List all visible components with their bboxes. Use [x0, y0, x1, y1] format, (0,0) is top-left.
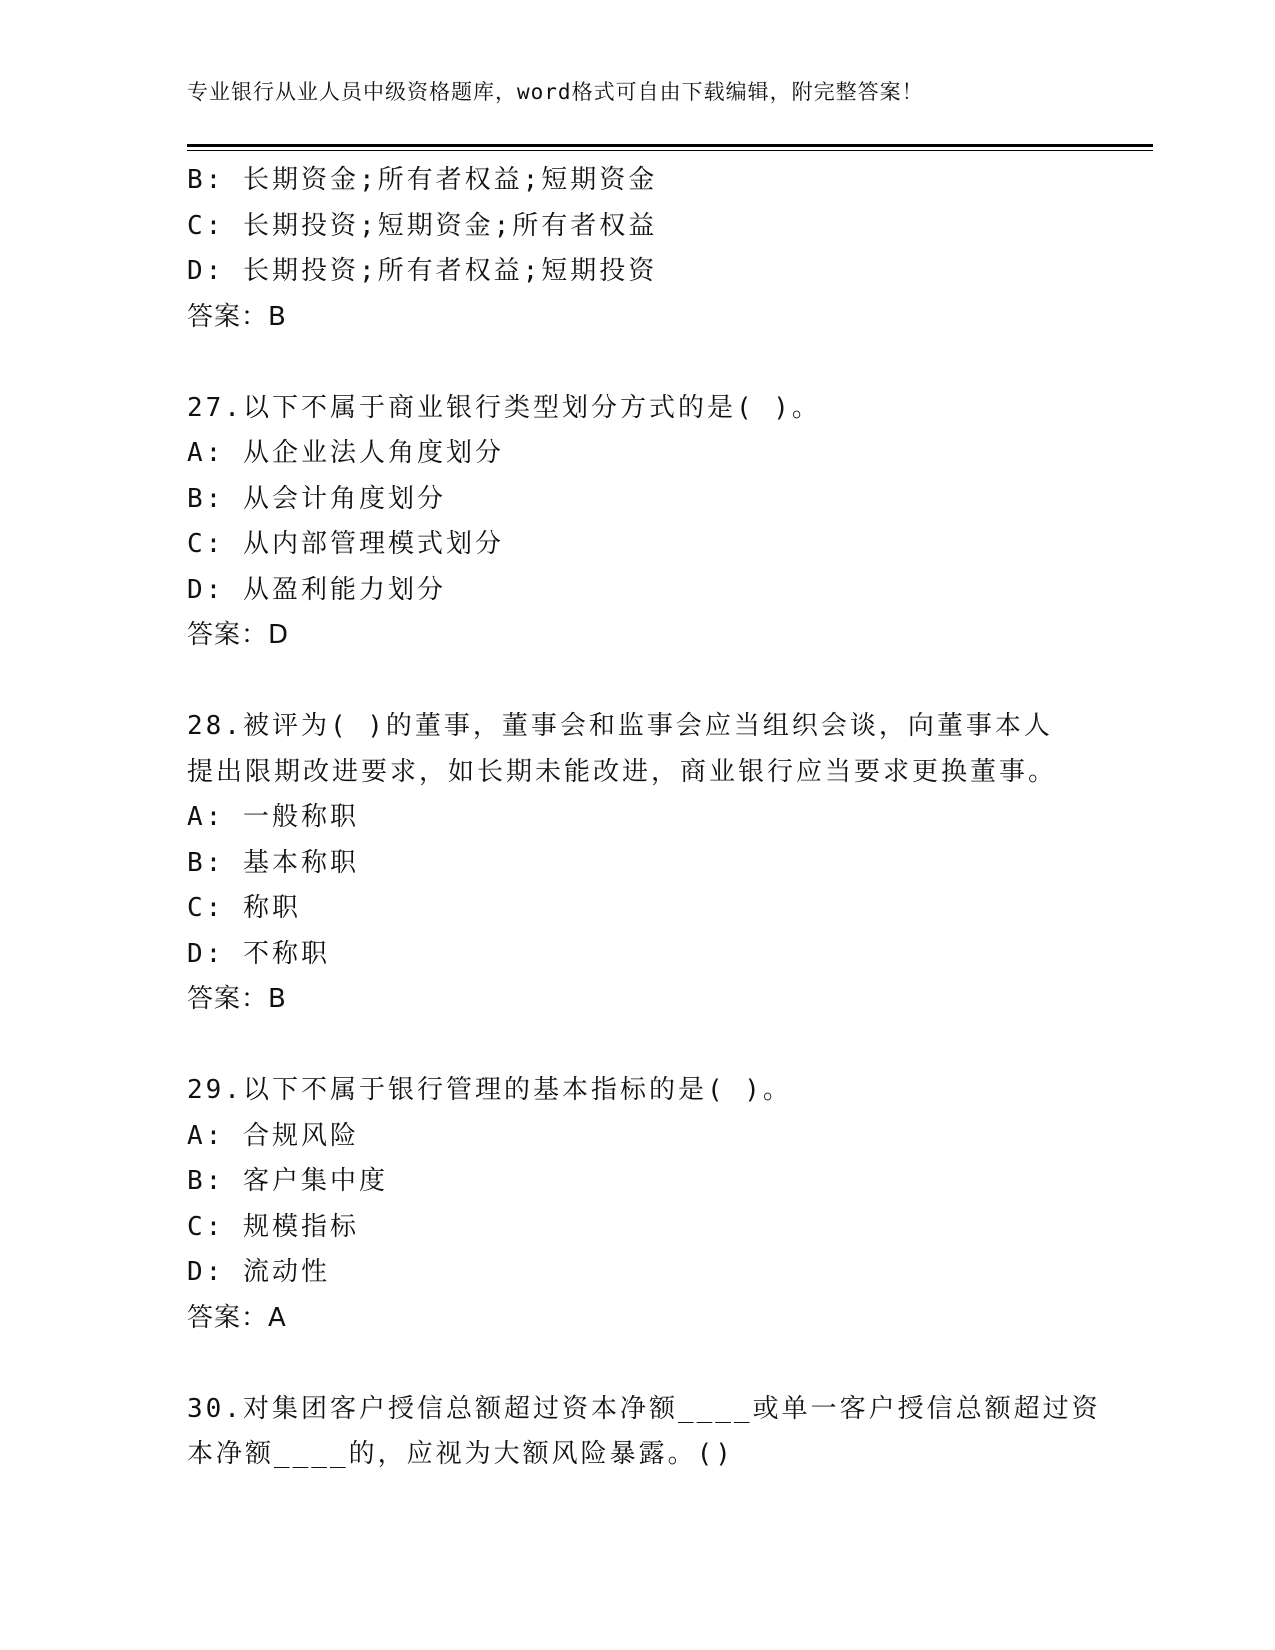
header-divider-thin	[187, 150, 1153, 151]
option-line: A: 从企业法人角度划分	[187, 438, 504, 468]
option-line: C: 称职	[187, 893, 301, 923]
option-line: B: 基本称职	[187, 847, 359, 878]
option-line: D: 长期投资;所有者权益;短期投资	[187, 256, 658, 286]
answer-line: 答案：B	[187, 984, 287, 1014]
question-spacer	[187, 1023, 1087, 1069]
question-text: 提出限期改进要求，如长期未能改进，商业银行应当要求更换董事。	[187, 756, 1058, 787]
option-line: B: 从会计角度划分	[187, 483, 446, 514]
question-text: 29.以下不属于银行管理的基本指标的是( )。	[187, 1075, 792, 1105]
option-line: C: 长期投资;短期资金;所有者权益	[187, 210, 658, 241]
option-line: B: 客户集中度	[187, 1166, 388, 1196]
option-line: B: 长期资金;所有者权益;短期资金	[187, 165, 658, 195]
option-line: D: 流动性	[187, 1257, 330, 1287]
question-text: 27.以下不属于商业银行类型划分方式的是( )。	[187, 392, 821, 423]
question-spacer	[187, 340, 1087, 386]
page-header: 专业银行从业人员中级资格题库，word格式可自由下载编辑，附完整答案！	[187, 80, 924, 104]
header-divider-thick	[187, 144, 1153, 147]
answer-line: 答案：D	[187, 620, 290, 650]
answer-line: 答案：A	[187, 1302, 287, 1333]
question-text: 本净额____的，应视为大额风险暴露。()	[187, 1439, 734, 1469]
option-line: D: 从盈利能力划分	[187, 574, 446, 605]
question-list	[187, 158, 1101, 1478]
answer-line: 答案：B	[187, 301, 287, 332]
question-text: 28.被评为( )的董事，董事会和监事会应当组织会谈，向董事本人	[187, 711, 1053, 741]
option-line: D: 不称职	[187, 938, 330, 969]
option-line: A: 一般称职	[187, 802, 359, 832]
option-line: A: 合规风险	[187, 1120, 359, 1151]
question-spacer	[187, 659, 1087, 705]
option-line: C: 从内部管理模式划分	[187, 529, 504, 559]
question-text: 30.对集团客户授信总额超过资本净额____或单一客户授信总额超过资	[187, 1393, 1101, 1424]
question-spacer	[187, 1341, 1087, 1387]
option-line: C: 规模指标	[187, 1211, 359, 1242]
